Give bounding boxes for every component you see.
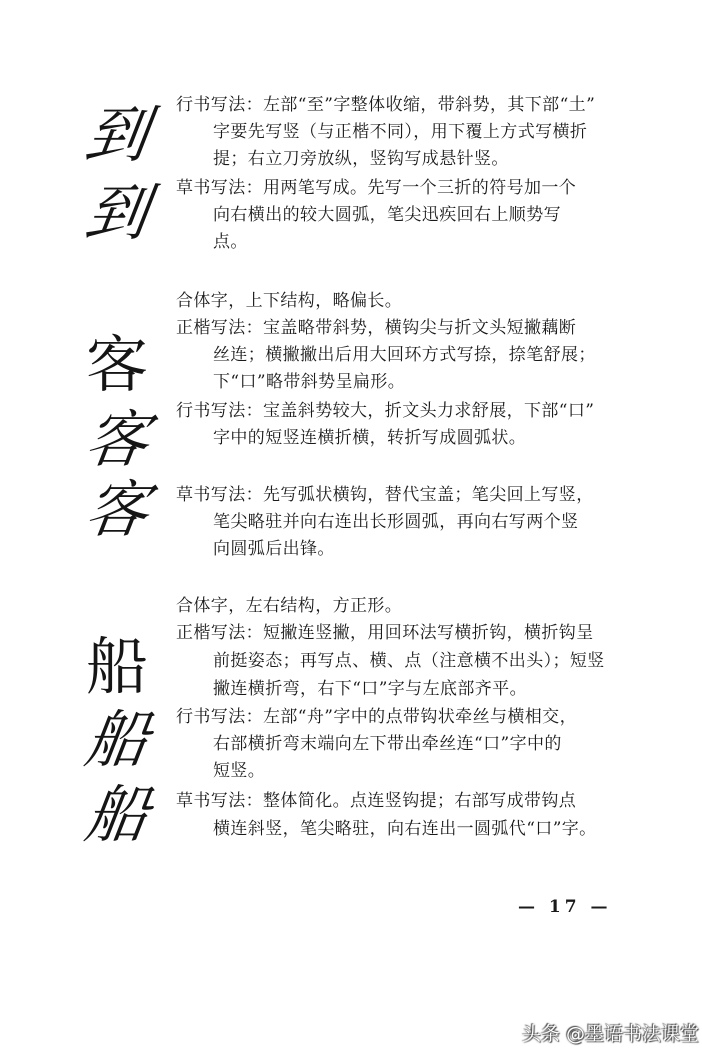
- text-line: 正楷写法：宝盖略带斜势，横钩尖与折文头短撇藕断: [176, 318, 577, 338]
- text-line: 合体字，上下结构，略偏长。: [176, 291, 403, 311]
- text-line: 向右横出的较大圆弧，笔尖迅疾回右上顺势写: [213, 205, 561, 225]
- calligraphy-chuan-zhengkai: 船: [85, 630, 148, 703]
- text-line: 字中的短竖连横折横，转折写成圆弧状。: [213, 428, 527, 448]
- calligraphy-ke-xingshu: 客: [80, 403, 154, 476]
- text-line: 横连斜竖，笔尖略驻，向右连出一圆弧代“口”字。: [213, 819, 597, 839]
- text-line: 行书写法：左部“舟”字中的点带钩状牵丝与横相交，: [176, 707, 577, 727]
- text-line: 草书写法：整体简化。点连竖钩提；右部写成带钩点: [176, 791, 577, 811]
- calligraphy-ke-zhengkai: 客: [85, 328, 148, 401]
- text-line: 笔尖略驻并向右连出长形圆弧，再向右写两个竖: [213, 512, 579, 532]
- text-line: 丝连；横撇撇出后用大回环方式写捺，捺笔舒展；: [213, 345, 596, 365]
- watermark: 头条 @墨语书法课堂: [522, 1023, 700, 1045]
- text-line: 前挺姿态；再写点、横、点（注意横不出头）；短竖: [213, 651, 605, 671]
- calligraphy-dao-xingshu: 到: [80, 98, 154, 171]
- calligraphy-chuan-caoshu: 船: [80, 778, 154, 851]
- text-line: 向圆弧后出锋。: [213, 539, 335, 559]
- text-line: 字要先写竖（与正楷不同），用下覆上方式写横折: [213, 122, 588, 142]
- text-line: 提；右立刀旁放纵，竖钩写成悬针竖。: [213, 149, 509, 169]
- calligraphy-dao-caoshu: 到: [80, 176, 154, 249]
- text-line: 下“口”略带斜势呈扁形。: [213, 372, 406, 392]
- text-line: 点。: [213, 232, 248, 252]
- text-line: 行书写法：左部“至”字整体收缩，带斜势，其下部“土”: [176, 95, 596, 115]
- text-line: 撇连横折弯，右下“口”字与左底部齐平。: [213, 679, 527, 699]
- text-line: 草书写法：用两笔写成。先写一个三折的符号加一个: [176, 178, 577, 198]
- calligraphy-chuan-xingshu: 船: [80, 703, 154, 776]
- text-line: 行书写法：宝盖斜势较大，折文头力求舒展，下部“口”: [176, 401, 595, 421]
- calligraphy-ke-caoshu: 客: [80, 473, 154, 546]
- text-line: 短竖。: [213, 761, 266, 781]
- text-line: 合体字，左右结构，方正形。: [176, 596, 403, 616]
- text-line: 草书写法：先写弧状横钩，替代宝盖；笔尖回上写竖，: [176, 485, 594, 505]
- text-line: 右部横折弯末端向左下带出牵丝连“口”字中的: [213, 734, 562, 754]
- text-line: 正楷写法：短撇连竖撇，用回环法写横折钩，横折钩呈: [176, 623, 594, 643]
- page-number: — 17 —: [518, 897, 612, 917]
